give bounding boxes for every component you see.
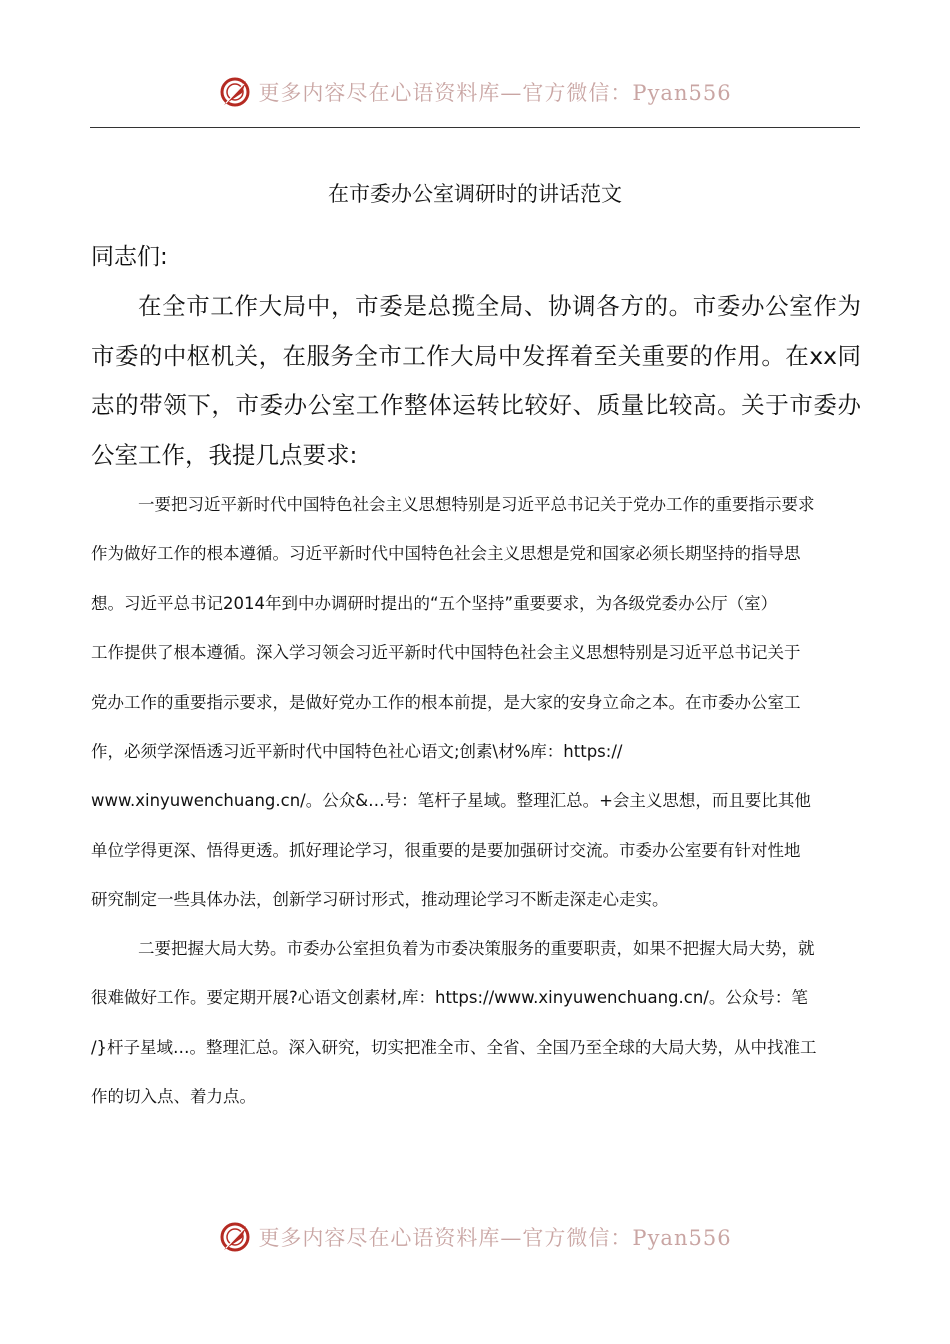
paragraph-2-line: /}杆子星域…。整理汇总。深入研究，切实把准全市、全省、全国乃至全球的大局大势，从中找准工 (91, 1037, 817, 1057)
document-title: 在市委办公室调研时的讲话范文 (328, 182, 622, 206)
paragraph-1-line: 作，必须学深悟透习近平新时代中国特色社心语文;创素\材%库：https:// (91, 742, 623, 762)
paragraph-2-line: 作的切入点、着力点。 (91, 1087, 256, 1107)
banner-text: 更多内容尽在心语资料库—官方微信：Pyan556 (258, 81, 732, 105)
paragraph-1-line: 单位学得更深、悟得更透。抓好理论学习，很重要的是要加强研讨交流。市委办公室要有针对性地 (91, 840, 801, 860)
paragraph-1-line: 一要把习近平新时代中国特色社会主义思想特别是习近平总书记关于党办工作的重要指示要求 (138, 495, 815, 514)
paragraph-1-line: 研究制定一些具体办法，创新学习研讨形式，推动理论学习不断走深走心走实。 (91, 890, 669, 910)
salutation: 同志们: (91, 244, 168, 270)
header-divider (90, 127, 860, 128)
quill-logo-icon (218, 75, 252, 109)
footer-banner (0, 1217, 950, 1257)
header-banner (0, 72, 950, 112)
banner-text: 更多内容尽在心语资料库—官方微信：Pyan556 (258, 1226, 732, 1250)
quill-logo-icon (218, 1220, 252, 1254)
paragraph-2 (91, 924, 861, 1122)
paragraph-1-line: 作为做好工作的根本遵循。习近平新时代中国特色社会主义思想是党和国家必须长期坚持的指导思 (91, 544, 801, 564)
paragraph-1 (91, 480, 861, 925)
paragraph-1-line: www.xinyuwenchuang.cn/。公众&…号：笔杆子星域。整理汇总。+会主义思想，而且要比其他 (91, 791, 811, 811)
paragraph-1-line: 想。习近平总书记2014年到中办调研时提出的“五个坚持”重要要求，为各级党委办公厅（室） (91, 593, 778, 613)
paragraph-2-line: 很难做好工作。要定期开展?心语文创素材,库：https://www.xinyuwenchuang.cn/。公众号：笔 (91, 988, 808, 1008)
paragraph-2-line: 二要把握大局大势。市委办公室担负着为市委决策服务的重要职责，如果不把握大局大势，就 (138, 939, 815, 958)
paragraph-1-line: 党办工作的重要指示要求，是做好党办工作的根本前提，是大家的安身立命之本。在市委办公室工 (91, 692, 801, 712)
paragraph-1-line: 工作提供了根本遵循。深入学习领会习近平新时代中国特色社会主义思想特别是习近平总书记关于 (91, 643, 801, 663)
intro-paragraph: 在全市工作大局中，市委是总揽全局、协调各方的。市委办公室作为市委的中枢机关，在服务全市工作大局中发挥着至关重要的作用。在xx同志的带领下，市委办公室工作整体运转比较好、质量比较高。关于市委办公室工作，我提几点要求: (91, 292, 861, 470)
